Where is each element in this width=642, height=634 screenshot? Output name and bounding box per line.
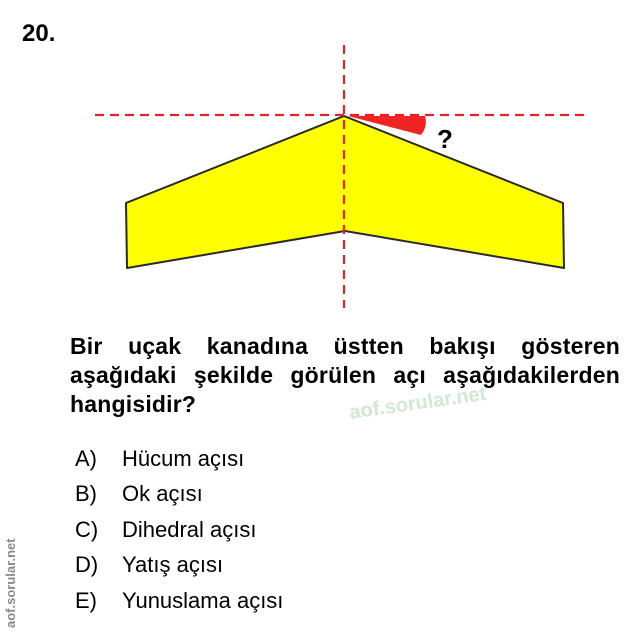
watermark: aof.sorular.net (348, 382, 488, 424)
option-text: Ok açısı (122, 481, 203, 507)
option-letter: C) (75, 516, 99, 542)
option-letter: B) (75, 481, 97, 507)
answer-options (75, 441, 283, 619)
question-line-2: aşağıdaki şekilde görülen açı aşağıdakilerden (70, 362, 620, 388)
question-number: 20. (22, 20, 56, 47)
option-letter: E) (75, 587, 97, 613)
option-d[interactable] (75, 548, 283, 584)
option-letter: D) (75, 552, 99, 578)
side-watermark: aof.sorular.net (3, 538, 18, 628)
option-text: Yatış açısı (122, 552, 224, 578)
question-text (70, 332, 620, 419)
question-line-1: Bir uçak kanadına üstten bakışı gösteren (70, 333, 620, 359)
option-a[interactable] (75, 441, 283, 477)
option-text: Dihedral açısı (122, 516, 257, 542)
option-text: Yunuslama açısı (122, 587, 284, 613)
unknown-angle-mark: ? (437, 124, 453, 154)
option-c[interactable] (75, 512, 283, 548)
option-e[interactable] (75, 583, 283, 619)
option-text: Hücum açısı (122, 445, 245, 471)
question-line-3: hangisidir? (70, 391, 197, 417)
option-letter: A) (75, 445, 97, 471)
option-b[interactable] (75, 477, 283, 513)
